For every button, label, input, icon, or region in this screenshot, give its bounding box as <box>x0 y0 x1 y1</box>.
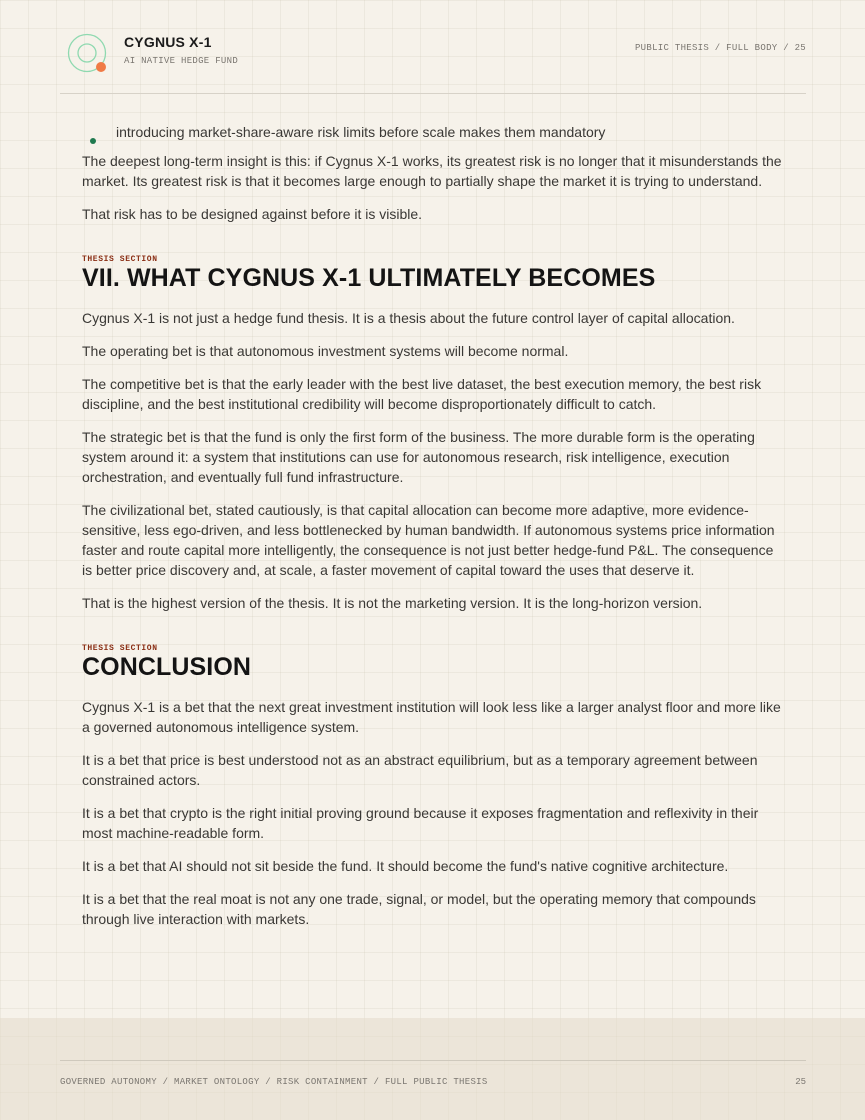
page-header <box>60 0 806 94</box>
brand-subtitle: AI NATIVE HEDGE FUND <box>124 56 239 66</box>
paragraph: The operating bet is that autonomous investment systems will become normal. <box>82 343 569 359</box>
paragraph: It is a bet that the real moat is not any one trade, signal, or model, but the operating memory that compounds through live interaction with markets. <box>82 891 756 927</box>
orbit-logo-icon <box>67 33 109 75</box>
brand-title: CYGNUS X-1 <box>124 34 212 50</box>
list-item <box>82 122 787 142</box>
document-body <box>82 120 787 942</box>
paragraph: The deepest long-term insight is this: if Cygnus X-1 works, its greatest risk is no longer that it misunderstands the market. Its greatest risk is that it becomes large enough to partially shape the market it is trying to understand. <box>82 153 782 189</box>
paragraph: That is the highest version of the thesis. It is not the marketing version. It is the long-horizon version. <box>82 595 703 611</box>
section-title: VII. WHAT CYGNUS X-1 ULTIMATELY BECOMES <box>82 264 656 292</box>
footer-divider <box>60 1060 806 1061</box>
paragraph: Cygnus X-1 is not just a hedge fund thesis. It is a thesis about the future control layer of capital allocation. <box>82 310 735 326</box>
paragraph: It is a bet that crypto is the right initial proving ground because it exposes fragmentation and reflexivity in their most machine-readable form. <box>82 805 759 841</box>
paragraph: The civilizational bet, stated cautiously, is that capital allocation can become more adaptive, more evidence-sensitive, less ego-driven, and less bottlenecked by human bandwidth. If autonomous systems price information faster and route capital more intelligently, the consequence is not just better hedge-fund P&L. The consequence is better price discovery and, at scale, a faster movement of capital toward the uses that deserve it. <box>82 502 775 578</box>
section-conclusion <box>82 644 787 929</box>
section-kicker: THESIS SECTION <box>82 644 158 653</box>
section-vii <box>82 255 787 613</box>
footer-band <box>0 1018 865 1120</box>
paragraph: It is a bet that AI should not sit beside the fund. It should become the fund's native cognitive architecture. <box>82 858 729 874</box>
footer-tagline: GOVERNED AUTONOMY / MARKET ONTOLOGY / RISK CONTAINMENT / FULL PUBLIC THESIS <box>60 1077 488 1087</box>
page-marker: PUBLIC THESIS / FULL BODY / 25 <box>634 43 806 53</box>
paragraph: It is a bet that price is best understood not as an abstract equilibrium, but as a temporary agreement between constrained actors. <box>82 752 758 788</box>
paragraph: The competitive bet is that the early leader with the best live dataset, the best execution memory, the best risk discipline, and the best institutional credibility will become disproportionately difficult to catch. <box>82 376 762 412</box>
paragraph: That risk has to be designed against before it is visible. <box>82 206 423 222</box>
section-title: CONCLUSION <box>82 653 252 681</box>
list-item-text: introducing market-share-aware risk limits before scale makes them mandatory <box>116 124 606 140</box>
paragraph: Cygnus X-1 is a bet that the next great investment institution will look less like a larger analyst floor and more like a governed autonomous intelligence system. <box>82 699 781 735</box>
section-kicker: THESIS SECTION <box>82 255 158 264</box>
footer-page-number: 25 <box>795 1077 806 1087</box>
paragraph: The strategic bet is that the fund is only the first form of the business. The more durable form is the operating system around it: a system that institutions can use for autonomous research, risk intelligence, execution orchestration, and eventually full fund infrastructure. <box>82 429 755 485</box>
bullet-icon <box>90 138 96 144</box>
